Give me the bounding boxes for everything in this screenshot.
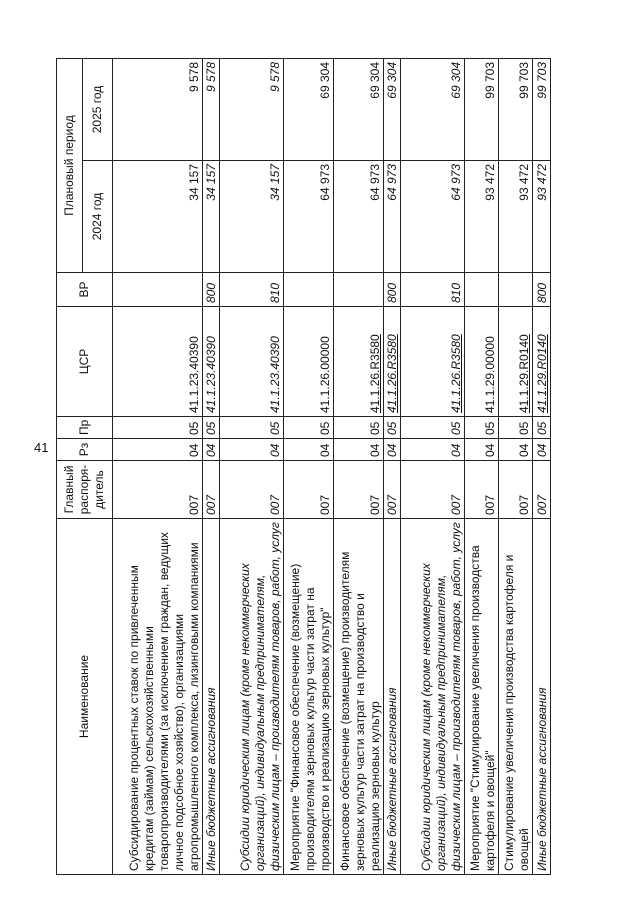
row-pr: 05 bbox=[334, 417, 384, 439]
row-csr: 41.1.29.R0140 bbox=[499, 307, 533, 417]
row-value-2025: 99 703 bbox=[533, 58, 551, 160]
row-rz: 04 bbox=[465, 439, 499, 461]
header-year-2024: 2024 год bbox=[83, 161, 113, 273]
row-pr: 05 bbox=[499, 417, 533, 439]
row-csr: 41.1.26.R3580 bbox=[334, 307, 384, 417]
row-admin: 007 bbox=[499, 461, 533, 519]
row-csr: 41.1.29.00000 bbox=[465, 307, 499, 417]
row-name: Иные бюджетные ассигнования bbox=[533, 519, 551, 875]
row-value-2025: 69 304 bbox=[284, 58, 334, 160]
row-vr bbox=[465, 273, 499, 307]
row-vr: 810 bbox=[401, 273, 465, 307]
row-rz: 04 bbox=[113, 439, 203, 461]
row-value-2024: 64 973 bbox=[284, 161, 334, 273]
row-value-2025: 69 304 bbox=[401, 58, 465, 160]
page-number: 41 bbox=[34, 440, 49, 455]
row-name: Иные бюджетные ассигнования bbox=[384, 519, 401, 875]
row-rz: 04 bbox=[401, 439, 465, 461]
row-vr: 810 bbox=[220, 273, 284, 307]
row-value-2024: 34 157 bbox=[220, 161, 284, 273]
row-vr bbox=[284, 273, 334, 307]
header-pr: Пр bbox=[57, 417, 113, 439]
row-vr bbox=[499, 273, 533, 307]
row-pr: 05 bbox=[220, 417, 284, 439]
row-csr: 41.1.23.40390 bbox=[203, 307, 220, 417]
row-value-2024: 64 973 bbox=[401, 161, 465, 273]
row-pr: 05 bbox=[401, 417, 465, 439]
row-value-2024: 34 157 bbox=[113, 161, 203, 273]
row-csr: 41.1.26.00000 bbox=[284, 307, 334, 417]
row-rz: 04 bbox=[220, 439, 284, 461]
row-name: Мероприятие "Стимулирование увеличения производства картофеля и овощей" bbox=[465, 519, 499, 875]
row-name: Финансовое обеспечение (возмещение) производителям зерновых культур части затрат на производство и реализацию зерновых культур bbox=[334, 519, 384, 875]
row-csr: 41.1.26.R3580 bbox=[384, 307, 401, 417]
row-admin: 007 bbox=[401, 461, 465, 519]
row-rz: 04 bbox=[499, 439, 533, 461]
row-csr: 41.1.23.40390 bbox=[220, 307, 284, 417]
header-csr: ЦСР bbox=[57, 307, 113, 417]
row-rz: 04 bbox=[203, 439, 220, 461]
row-admin: 007 bbox=[113, 461, 203, 519]
row-admin: 007 bbox=[533, 461, 551, 519]
row-pr: 05 bbox=[284, 417, 334, 439]
row-name: Мероприятие "Финансовое обеспечение (возмещение) производителям зерновых культур части затрат на производство и реализацию зерновых культур" bbox=[284, 519, 334, 875]
row-vr: 800 bbox=[533, 273, 551, 307]
row-value-2024: 93 472 bbox=[533, 161, 551, 273]
row-value-2025: 9 578 bbox=[220, 58, 284, 160]
row-pr: 05 bbox=[465, 417, 499, 439]
row-name: Субсидирование процентных ставок по привлеченным кредитам (займам) сельскохозяйственными товаропроизводителями (за исключением граждан, ведущих личное подсобное хозяйство), организациями агропромышленного комплекса, лизинговыми компаниями bbox=[113, 519, 203, 875]
header-year-2025: 2025 год bbox=[83, 58, 113, 160]
header-planned-period: Плановый период bbox=[57, 58, 83, 272]
row-admin: 007 bbox=[220, 461, 284, 519]
row-rz: 04 bbox=[284, 439, 334, 461]
row-name: Стимулирование увеличения производства картофеля и овощей bbox=[499, 519, 533, 875]
row-vr bbox=[334, 273, 384, 307]
row-pr: 05 bbox=[113, 417, 203, 439]
row-value-2025: 69 304 bbox=[384, 58, 401, 160]
row-rz: 04 bbox=[384, 439, 401, 461]
row-value-2024: 93 472 bbox=[465, 161, 499, 273]
row-csr: 41.1.26.R3580 bbox=[401, 307, 465, 417]
header-admin: Главный распоря-дитель bbox=[57, 461, 113, 519]
row-value-2024: 93 472 bbox=[499, 161, 533, 273]
row-csr: 41.1.29.R0140 bbox=[533, 307, 551, 417]
row-value-2025: 9 578 bbox=[203, 58, 220, 160]
row-rz: 04 bbox=[533, 439, 551, 461]
row-vr: 800 bbox=[384, 273, 401, 307]
budget-table bbox=[56, 58, 551, 875]
rotated-table-wrapper bbox=[56, 59, 549, 875]
row-name: Субсидии юридическим лицам (кроме некоммерческих организаций), индивидуальным предпринимателям, физическим лицам – производителям товаров, работ, услуг bbox=[220, 519, 284, 875]
row-vr: 800 bbox=[203, 273, 220, 307]
row-admin: 007 bbox=[465, 461, 499, 519]
row-value-2025: 69 304 bbox=[334, 58, 384, 160]
row-pr: 05 bbox=[203, 417, 220, 439]
row-admin: 007 bbox=[384, 461, 401, 519]
row-value-2025: 99 703 bbox=[465, 58, 499, 160]
row-csr: 41.1.23.40390 bbox=[113, 307, 203, 417]
row-admin: 007 bbox=[284, 461, 334, 519]
row-name: Субсидии юридическим лицам (кроме некоммерческих организаций), индивидуальным предпринимателям, физическим лицам – производителям товаров, работ, услуг bbox=[401, 519, 465, 875]
row-admin: 007 bbox=[203, 461, 220, 519]
row-pr: 05 bbox=[533, 417, 551, 439]
row-value-2025: 99 703 bbox=[499, 58, 533, 160]
row-value-2024: 64 973 bbox=[384, 161, 401, 273]
row-vr bbox=[113, 273, 203, 307]
row-rz: 04 bbox=[334, 439, 384, 461]
row-value-2024: 64 973 bbox=[334, 161, 384, 273]
row-name: Иные бюджетные ассигнования bbox=[203, 519, 220, 875]
row-value-2024: 34 157 bbox=[203, 161, 220, 273]
row-admin: 007 bbox=[334, 461, 384, 519]
row-value-2025: 9 578 bbox=[113, 58, 203, 160]
header-rz: Рз bbox=[57, 439, 113, 461]
row-pr: 05 bbox=[384, 417, 401, 439]
header-name: Наименование bbox=[57, 519, 113, 875]
header-vr: ВР bbox=[57, 273, 113, 307]
